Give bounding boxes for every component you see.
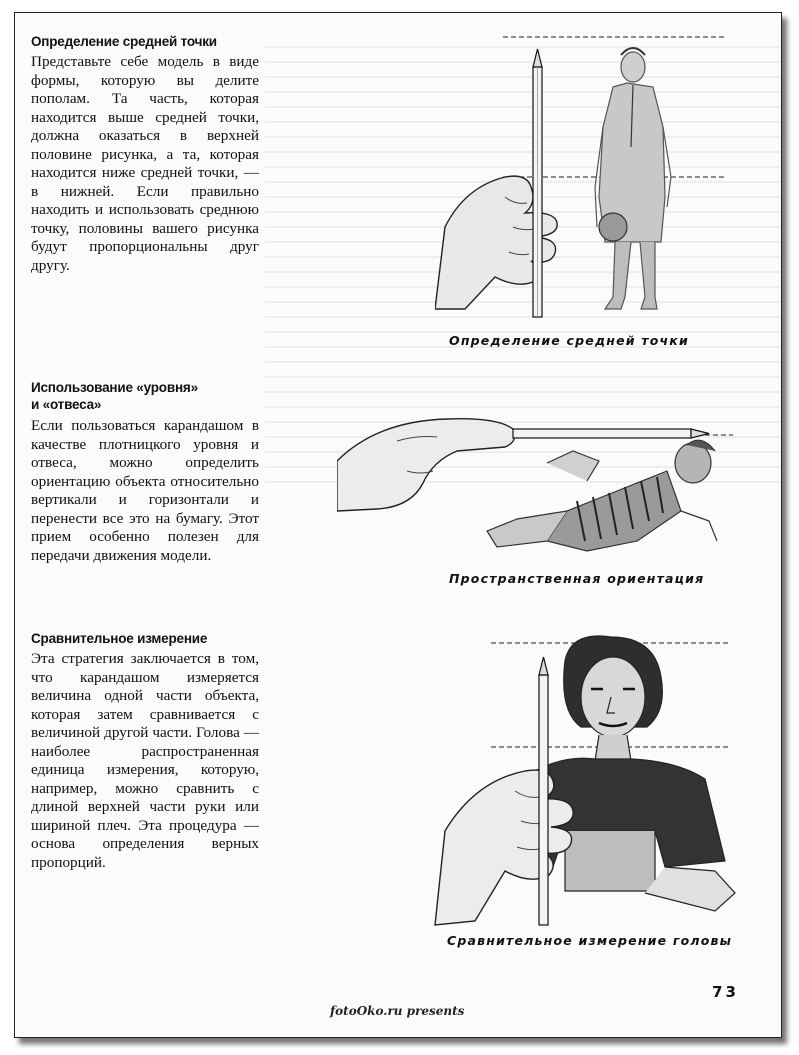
- section-title-line-1: Использование «уровня»: [31, 380, 198, 395]
- section-body-level-plumb: Если пользоваться карандашом в качестве плотницкого уровня и отвеса, можно определить ориентацию объекта относительно вертикали и горизонтали и перенести все это на бумагу. Этот прием особенно полезен для передачи движения модели.: [31, 417, 259, 564]
- book-page: [14, 12, 782, 1038]
- section-title-line-2: и «отвеса»: [31, 397, 102, 412]
- page-number: 73: [712, 983, 739, 1001]
- illustration-midpoint: [435, 27, 735, 327]
- section-title-comparative: Сравнительное измерение: [31, 631, 208, 646]
- section-title-level-plumb: [31, 379, 198, 413]
- watermark: fotoOko.ru presents: [330, 1004, 465, 1018]
- section-title-midpoint: Определение средней точки: [31, 34, 217, 49]
- section-body-midpoint: Представьте себе модель в виде формы, которую вы делите пополам. Та часть, которая находится выше средней точки, должна оказаться в верхней половине рисунка, а та, которая находится ниже средней точки, — в нижней. Если правильно находить и использовать среднюю точку, половины вашего рисунка будут пропорциональны друг другу.: [31, 53, 259, 274]
- caption-midpoint: Определение средней точки: [449, 333, 689, 348]
- illustration-head-measure: [415, 631, 745, 929]
- illustration-spatial-orientation: [337, 401, 737, 571]
- caption-head-measure: Сравнительное измерение головы: [447, 933, 733, 948]
- caption-spatial-orientation: Пространственная ориентация: [449, 571, 705, 586]
- section-body-comparative: Эта стратегия заключается в том, что карандашом измеряется величина одной части объекта, которая затем сравнивается с величиной другой части. Голова — наиболее распространенная единица измерения, которую, например, можно сравнить с длиной верхней части руки или шириной плеч. Эта процедура — основа определения верных пропорций.: [31, 650, 259, 871]
